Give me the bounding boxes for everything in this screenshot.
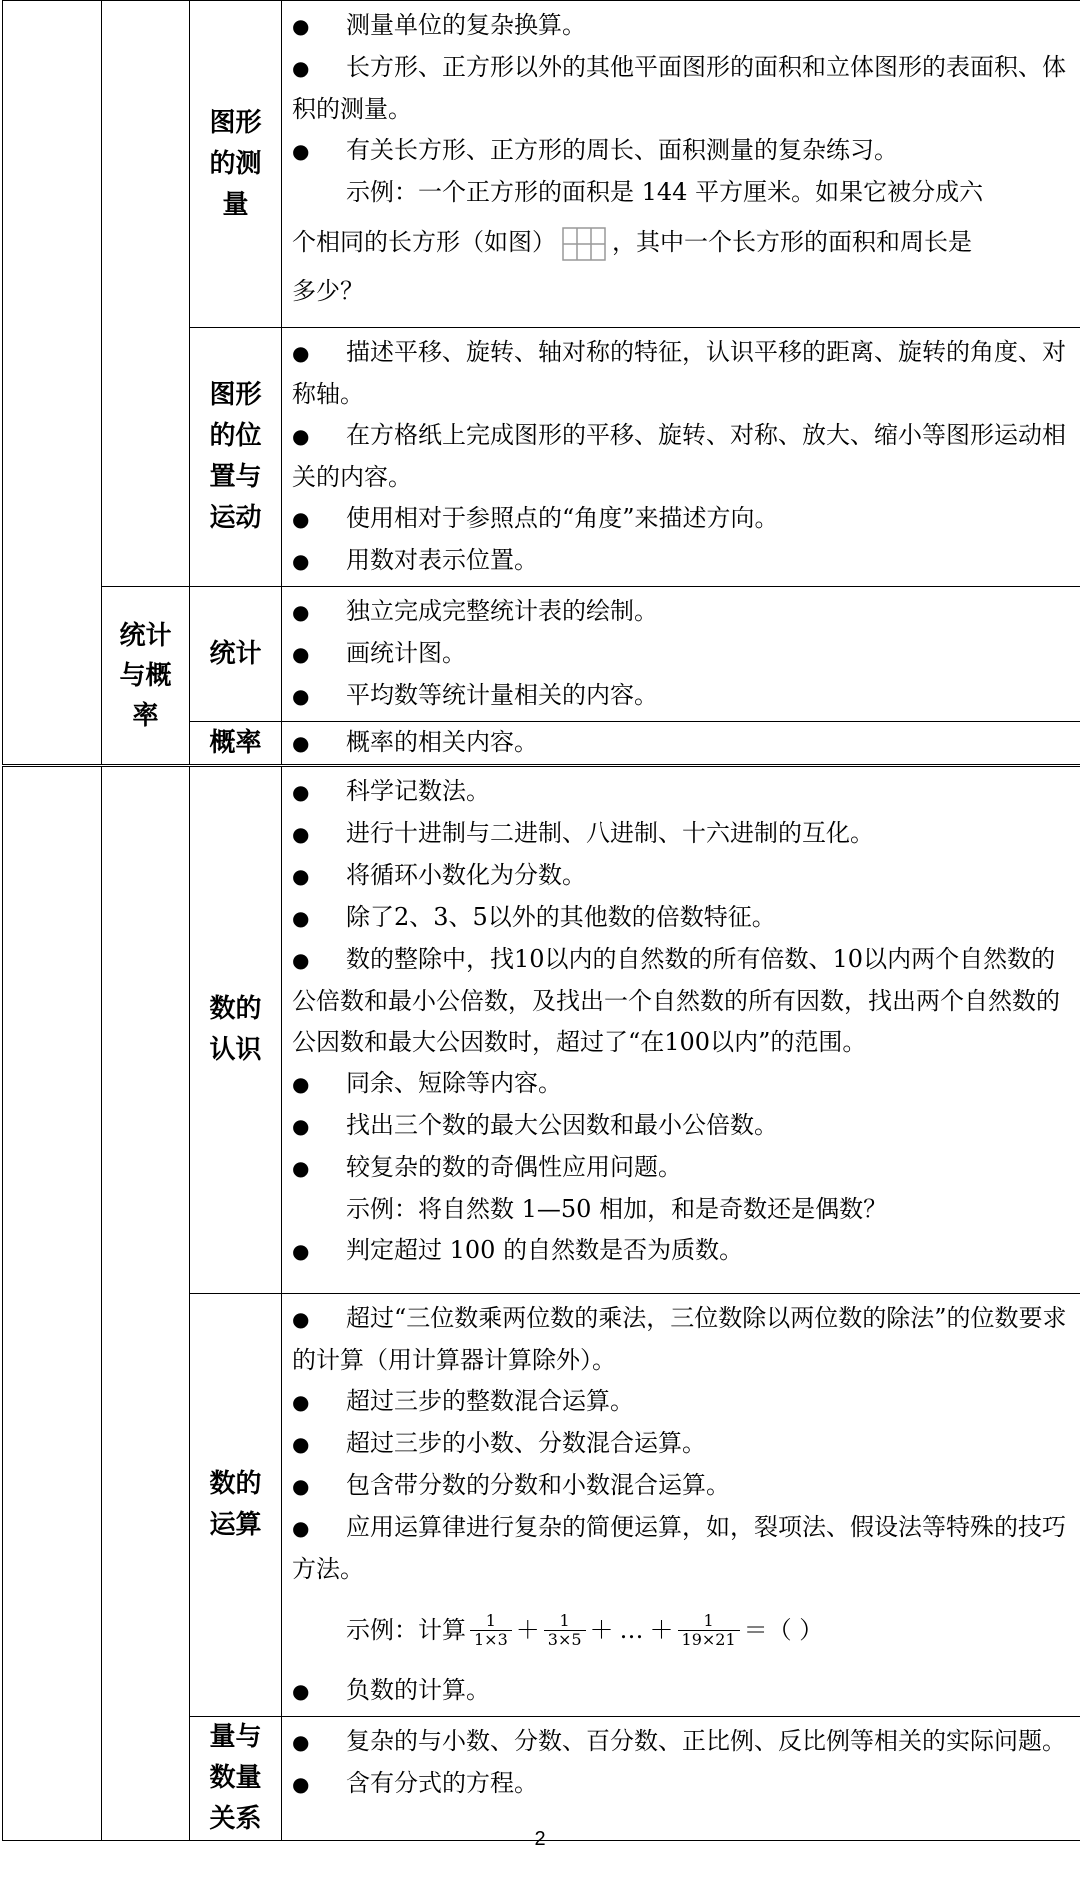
list-item: ● 长方形、正方形以外的其他平面图形的面积和立体图形的表面积、体积的测量。 bbox=[292, 53, 1066, 123]
list-item: ● 使用相对于参照点的“角度”来描述方向。 bbox=[292, 504, 779, 532]
list-item: ● 同余、短除等内容。 bbox=[292, 1069, 562, 1097]
topic-number-recognition: 数的 认识 bbox=[190, 766, 282, 1294]
fraction: $\frac{1}{19\times 21}$ bbox=[678, 1612, 740, 1649]
domain-statistics-probability: 统计 与概 率 bbox=[102, 587, 190, 766]
example-text: 多少？ bbox=[292, 277, 364, 305]
content-quantity-relationship bbox=[282, 1717, 1080, 1841]
topic-position-motion: 图形 的位 置与 运动 bbox=[190, 328, 282, 587]
topic-statistics: 统计 bbox=[190, 587, 282, 722]
content-measurement bbox=[282, 1, 1080, 328]
domain-number-algebra bbox=[102, 766, 190, 1841]
curriculum-table bbox=[2, 0, 1080, 1841]
list-item: ● 画统计图。 bbox=[292, 639, 466, 667]
list-item: ● 概率的相关内容。 bbox=[292, 728, 538, 756]
topic-operations: 数的 运算 bbox=[190, 1294, 282, 1717]
topic-measurement: 图形 的测 量 bbox=[190, 1, 282, 328]
list-item: ● 有关长方形、正方形的周长、面积测量的复杂练习。 bbox=[292, 136, 898, 164]
list-item: ● 判定超过 100 的自然数是否为质数。 bbox=[292, 1236, 744, 1264]
content-position-motion bbox=[282, 328, 1080, 587]
list-item: ● 含有分式的方程。 bbox=[292, 1769, 538, 1797]
list-item: ● 超过三步的整数混合运算。 bbox=[292, 1387, 634, 1415]
rectangle-grid-figure bbox=[562, 227, 606, 261]
content-statistics bbox=[282, 587, 1080, 722]
example-formula: 示例：计算 $\frac{1}{1\times 3}$ ＋ $\frac{1}{3\times 5}$ ＋ … ＋ $\frac{1}{19\times 21}$ ＝（ ） bbox=[346, 1610, 824, 1649]
page-number: 2 bbox=[534, 1828, 546, 1850]
list-item: ● 较复杂的数的奇偶性应用问题。 bbox=[292, 1153, 682, 1181]
example-text: 示例：一个正方形的面积是 144 平方厘米。如果它被分成六 bbox=[346, 178, 984, 206]
stage-2-cell bbox=[3, 766, 102, 1841]
fraction: $\frac{1}{3\times 5}$ bbox=[544, 1612, 586, 1649]
list-item: ● 找出三个数的最大公因数和最小公倍数。 bbox=[292, 1111, 778, 1139]
topic-probability: 概率 bbox=[190, 722, 282, 766]
list-item: ● 超过“三位数乘两位数的乘法，三位数除以两位数的除法”的位数要求的计算（用计算器计算除外）。 bbox=[292, 1304, 1067, 1374]
content-operations bbox=[282, 1294, 1080, 1717]
domain-cell-blank bbox=[102, 1, 190, 587]
list-item: ● 科学记数法。 bbox=[292, 777, 490, 805]
list-item: ● 平均数等统计量相关的内容。 bbox=[292, 681, 658, 709]
content-number-recognition bbox=[282, 766, 1080, 1294]
row-measurement bbox=[3, 1, 1080, 328]
list-item: ● 将循环小数化为分数。 bbox=[292, 861, 586, 889]
list-item: ● 进行十进制与二进制、八进制、十六进制的互化。 bbox=[292, 819, 874, 847]
list-item: ● 独立完成完整统计表的绘制。 bbox=[292, 597, 658, 625]
fraction: $\frac{1}{1\times 3}$ bbox=[470, 1612, 512, 1649]
list-item: ● 描述平移、旋转、轴对称的特征，认识平移的距离、旋转的角度、对称轴。 bbox=[292, 338, 1066, 408]
list-item: ● 在方格纸上完成图形的平移、旋转、对称、放大、缩小等图形运动相关的内容。 bbox=[292, 421, 1066, 491]
list-item: ● 包含带分数的分数和小数混合运算。 bbox=[292, 1471, 730, 1499]
list-item: ● 应用运算律进行复杂的简便运算，如，裂项法、假设法等特殊的技巧方法。 bbox=[292, 1513, 1066, 1583]
example-text: 个相同的长方形（如图） ，其中一个长方形的面积和周长是 bbox=[282, 213, 1076, 271]
list-item: ● 数的整除中，找10以内的自然数的所有倍数、10以内两个自然数的公倍数和最小公倍数，及找出一个自然数的所有因数，找出两个自然数的公因数和最大公因数时，超过了“在100以内”的范围。 bbox=[292, 945, 1060, 1056]
list-item: ● 负数的计算。 bbox=[292, 1676, 490, 1704]
list-item: ● 超过三步的小数、分数混合运算。 bbox=[292, 1429, 706, 1457]
stage-cell-blank bbox=[3, 1, 102, 766]
example-text: 示例：将自然数 1—50 相加，和是奇数还是偶数？ bbox=[346, 1195, 888, 1223]
list-item: ● 复杂的与小数、分数、百分数、正比例、反比例等相关的实际问题。 bbox=[292, 1727, 1066, 1755]
list-item: ● 用数对表示位置。 bbox=[292, 546, 538, 574]
row-statistics bbox=[3, 587, 1080, 722]
content-probability bbox=[282, 722, 1080, 766]
row-number-recognition bbox=[3, 766, 1080, 1294]
list-item: ● 除了2、3、5以外的其他数的倍数特征。 bbox=[292, 903, 776, 931]
topic-quantity-relationship: 量与 数量 关系 bbox=[190, 1717, 282, 1841]
list-item: ● 测量单位的复杂换算。 bbox=[292, 11, 586, 39]
